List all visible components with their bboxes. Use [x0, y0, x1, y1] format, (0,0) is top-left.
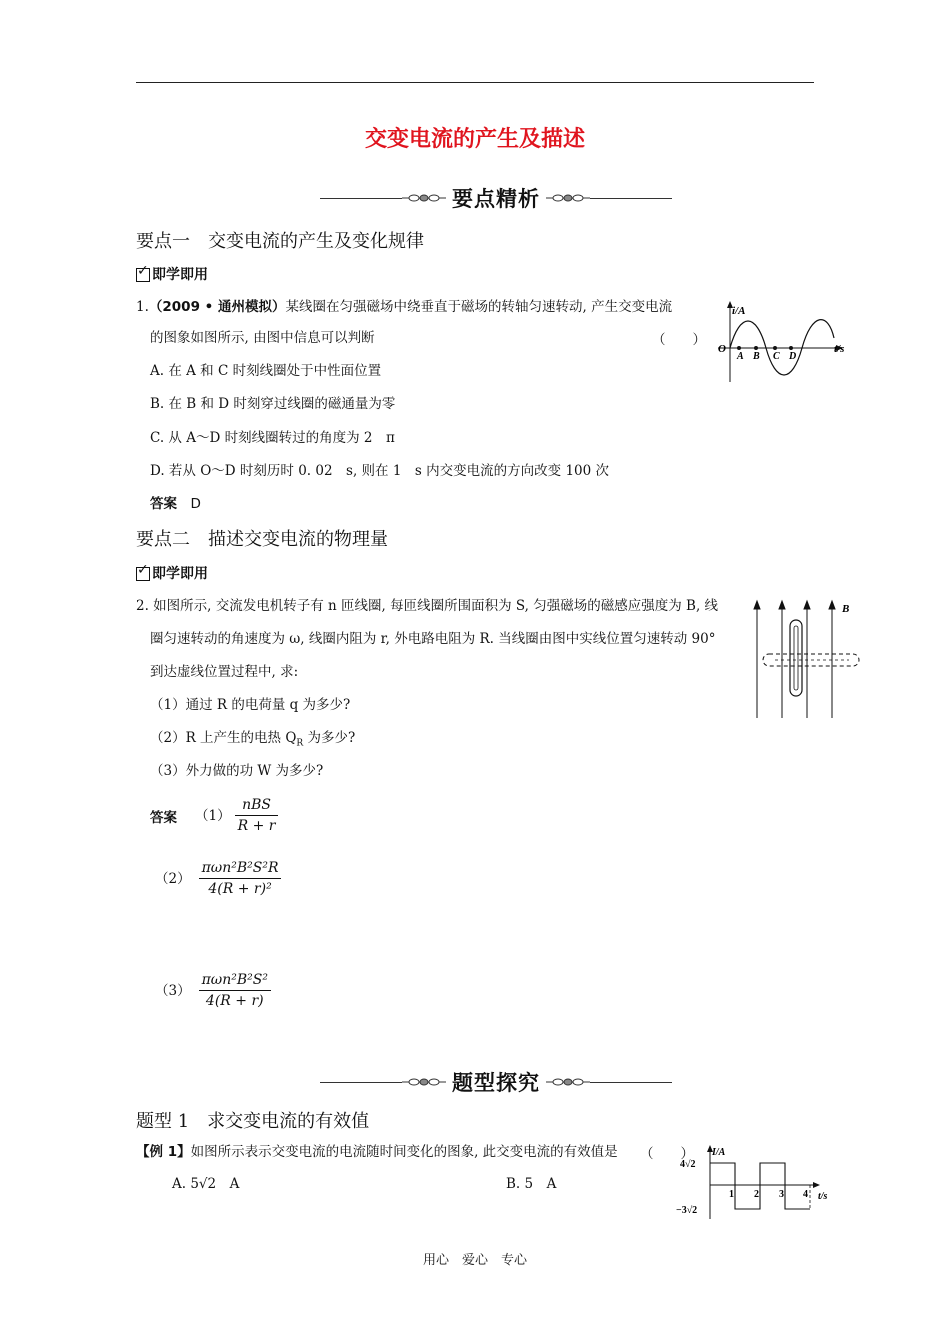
fraction-numerator: nBS — [235, 797, 279, 816]
point-label: A — [737, 351, 744, 362]
ornament-icon — [546, 192, 590, 204]
ornament-icon — [402, 192, 446, 204]
tick-label: 4 — [803, 1189, 808, 1200]
section-label: 题型探究 — [452, 1071, 540, 1095]
option-a: A. 5√2 A — [172, 1176, 240, 1192]
question-1: 1.（2009 • 通州模拟）某线圈在匀强磁场中绕垂直于磁场的转轴匀速转动, 产生交变电流 — [136, 299, 673, 315]
x-axis-label: t/s — [834, 343, 845, 355]
practice-tag: ✓即学即用 — [136, 563, 208, 583]
answer-3: （3） $\frac{\text{πωn²B²S²}}{4(R + r)}$ — [155, 972, 271, 1009]
origin-label: O — [718, 343, 726, 355]
ornament-icon — [546, 1076, 590, 1088]
square-wave-graph — [676, 1143, 840, 1221]
fraction-denominator: 4(R + r) — [205, 993, 264, 1009]
point-label: C — [773, 351, 780, 362]
point1-heading: 要点一 交变电流的产生及变化规律 — [136, 231, 424, 252]
question-1-line2: 的图象如图所示, 由图中信息可以判断 — [150, 330, 375, 346]
question-2-line2: 圈匀速转动的角速度为 ω, 线圈内阻为 r, 外电路电阻为 R. 当线圈由图中实线位置匀速转动 90° — [150, 631, 716, 647]
fraction-numerator: πωn²B²S² — [199, 972, 271, 991]
option-b: B. 5 A — [506, 1176, 557, 1192]
point2-heading: 要点二 描述交变电流的物理量 — [136, 529, 388, 550]
coil-field-figure — [745, 598, 865, 722]
tick-label: 3 — [779, 1189, 784, 1200]
question-2-line1: 2. 如图所示, 交流发电机转子有 n 匝线圈, 每匝线圈所围面积为 S, 匀强磁场的磁感应强度为 B, 线 — [136, 598, 719, 614]
answer-paren: （ ） — [652, 332, 706, 348]
section-header-key-points — [320, 183, 672, 213]
fraction-numerator: πωn²B²S²R — [199, 860, 282, 879]
y-axis-label: i/A — [732, 305, 746, 317]
tick-label: 1 — [729, 1189, 734, 1200]
answer-paren: （ ） — [640, 1146, 694, 1162]
checkbox-icon — [136, 567, 150, 581]
question-2-line3: 到达虚线位置过程中, 求: — [150, 664, 299, 680]
answer-2: （2） $\frac{\text{πωn²B²S²R}}{\text{4(R + r)²}}$ — [155, 860, 281, 897]
sub-question-3: （3）外力做的功 W 为多少? — [150, 763, 324, 779]
ornament-icon — [402, 1076, 446, 1088]
top-rule — [136, 82, 814, 83]
sine-current-graph — [712, 298, 862, 388]
checkbox-icon — [136, 268, 150, 282]
x-axis-label: t/s — [818, 1191, 828, 1202]
example-1: 【例 1】如图所示表示交变电流的电流随时间变化的图象, 此交变电流的有效值是 — [136, 1144, 618, 1160]
answer-row: 答案 D — [150, 496, 201, 512]
page-footer: 用心 爱心 专心 — [422, 1253, 527, 1268]
option-b: B. 在 B 和 D 时刻穿过线圈的磁通量为零 — [150, 396, 396, 412]
option-a: A. 在 A 和 C 时刻线圈处于中性面位置 — [150, 363, 382, 379]
sub-question-2: （2）R 上产生的电热 $Q_R$ 为多少? — [150, 730, 356, 749]
option-d: D. 若从 O～D 时刻历时 0. 02 s, 则在 1 s 内交变电流的方向改变 100 次 — [150, 463, 609, 479]
answer-1: 答案 （1） $\frac{\text{nBS}}{R + r}$ — [150, 797, 278, 834]
option-c: C. 从 A～D 时刻线圈转过的角度为 2 π — [150, 430, 395, 446]
point-label: B — [753, 351, 760, 362]
y-top-label: 4√2 — [680, 1159, 696, 1170]
page-title: 交变电流的产生及描述 — [364, 127, 585, 152]
point-label: D — [789, 351, 797, 362]
y-bottom-label: −3√2 — [676, 1205, 698, 1216]
tick-label: 2 — [754, 1189, 759, 1200]
section-header-question-types — [320, 1067, 672, 1097]
section-label: 要点精析 — [452, 187, 540, 211]
field-label: B — [842, 603, 850, 615]
type1-heading: 题型 1 求交变电流的有效值 — [136, 1111, 370, 1132]
y-axis-label: I/A — [712, 1147, 726, 1158]
fraction-denominator: 4(R + r)² — [208, 881, 272, 897]
practice-tag: ✓即学即用 — [136, 264, 208, 284]
sub-question-1: （1）通过 R 的电荷量 q 为多少? — [150, 697, 351, 713]
fraction-denominator: R + r — [237, 818, 276, 834]
